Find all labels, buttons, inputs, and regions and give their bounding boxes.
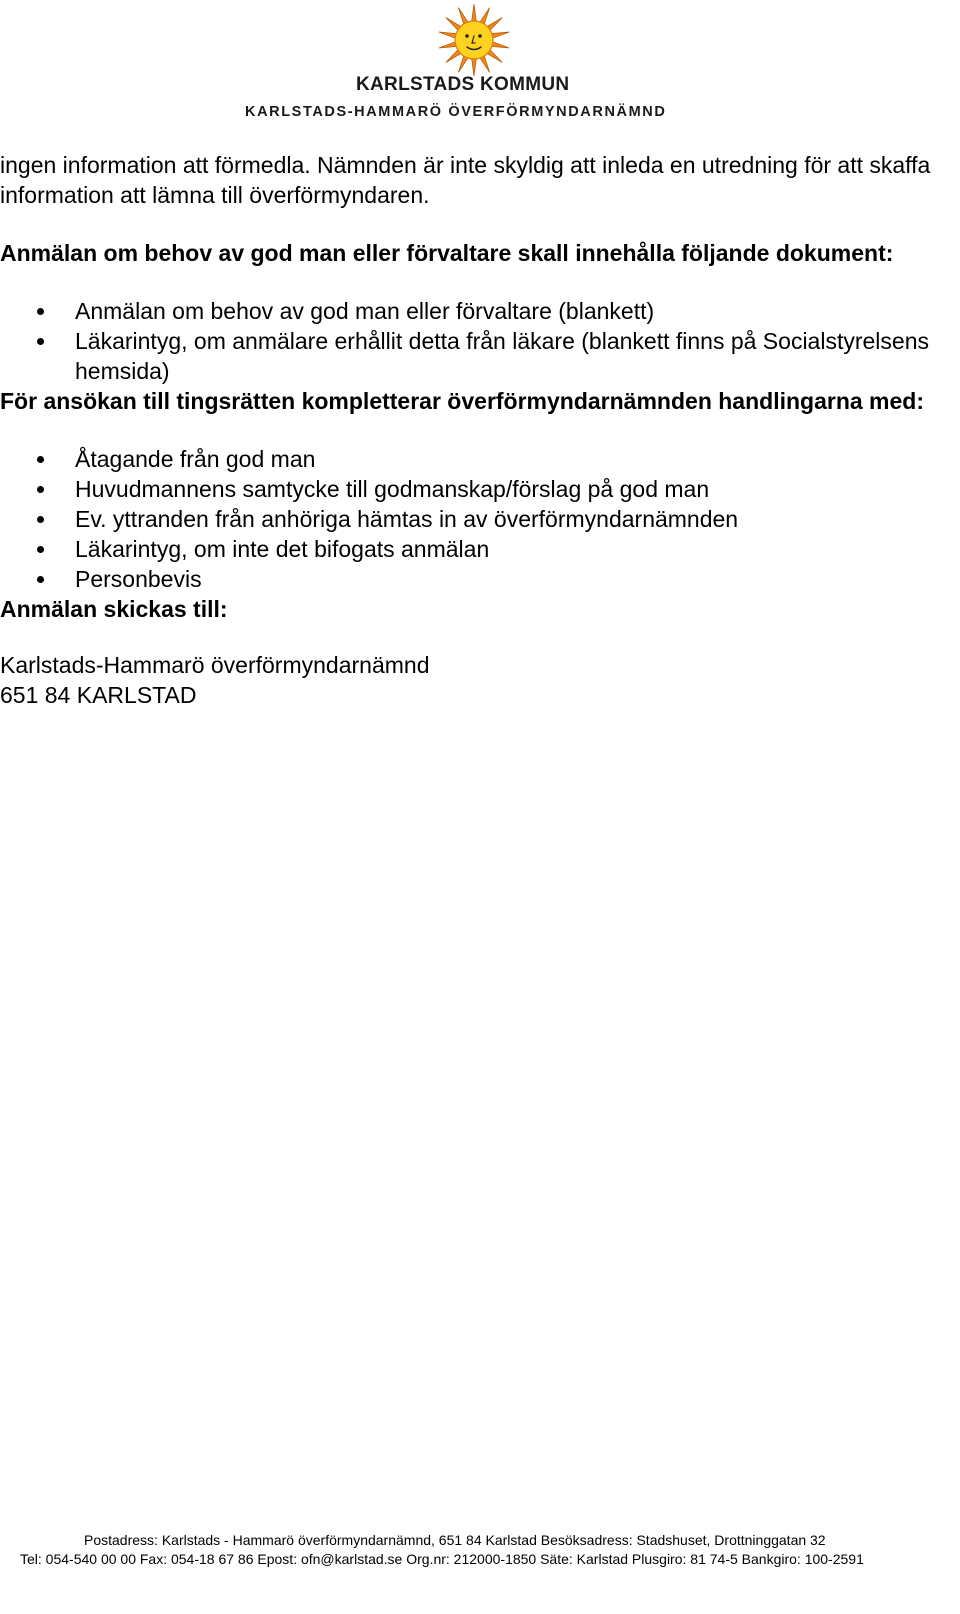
heading-required-documents: Anmälan om behov av god man eller förvaltare skall innehålla följande dokument: (0, 240, 894, 266)
list-item-text: Anmälan om behov av god man eller förvaltare (blankett) (75, 298, 655, 324)
list-item-text: Personbevis (75, 566, 202, 592)
list-item-text: Ev. yttranden från anhöriga hämtas in av överförmyndarnämnden (75, 506, 739, 532)
list-item (0, 326, 955, 386)
list-item-text: Åtagande från god man (75, 446, 316, 472)
sun-ray (439, 42, 457, 48)
required-documents-list (0, 296, 955, 386)
list-item (0, 534, 955, 564)
bullet-icon (37, 516, 44, 523)
list-item-text: Huvudmannens samtycke till godmanskap/förslag på god man (75, 476, 710, 502)
address-line: 651 84 KARLSTAD (0, 682, 197, 708)
letterhead (0, 0, 960, 130)
list-item (0, 474, 955, 504)
list-item (0, 444, 955, 474)
bullet-icon (37, 338, 44, 345)
footer-postal-address: Postadress: Karlstads - Hammarö överförmyndarnämnd, 651 84 Karlstad Besöksadress: Stadshuset, Drottninggatan 32 (84, 1532, 826, 1548)
footer-contact-details: Tel: 054-540 00 00 Fax: 054-18 67 86 Epost: ofn@karlstad.se Org.nr: 212000-1850 Säte: Karlstad Plusgiro: 81 74-5 Bankgiro: 100-2591 (20, 1551, 864, 1567)
court-supplement-list (0, 444, 955, 594)
sun-face-icon (436, 2, 512, 78)
sun-ray (439, 32, 457, 38)
address-line: Karlstads-Hammarö överförmyndarnämnd (0, 652, 430, 678)
brand-name: KARLSTADS KOMMUN (356, 74, 570, 95)
heading-send-to: Anmälan skickas till: (0, 596, 228, 622)
sun-ray (472, 4, 477, 22)
brand-subtitle: KARLSTADS-HAMMARÖ ÖVERFÖRMYNDARNÄMND (245, 104, 667, 120)
bullet-icon (37, 576, 44, 583)
bullet-icon (37, 308, 44, 315)
list-item (0, 504, 955, 534)
list-item-text: Läkarintyg, om inte det bifogats anmälan (75, 536, 490, 562)
bullet-icon (37, 486, 44, 493)
bullet-icon (37, 456, 44, 463)
intro-paragraph: ingen information att förmedla. Nämnden är inte skyldig att inleda en utredning för att skaffa information att lämna till överförmyndaren. (0, 152, 931, 208)
list-item (0, 564, 955, 594)
list-item (0, 296, 955, 326)
heading-court-supplement: För ansökan till tingsrätten kompletterar överförmyndarnämnden handlingarna med: (0, 388, 924, 414)
bullet-icon (37, 546, 44, 553)
sun-ray (491, 42, 509, 48)
document-body (0, 150, 955, 710)
sun-ray (491, 32, 509, 38)
list-item-text: Läkarintyg, om anmälare erhållit detta från läkare (blankett finns på Socialstyrelsens hemsida) (75, 328, 929, 384)
